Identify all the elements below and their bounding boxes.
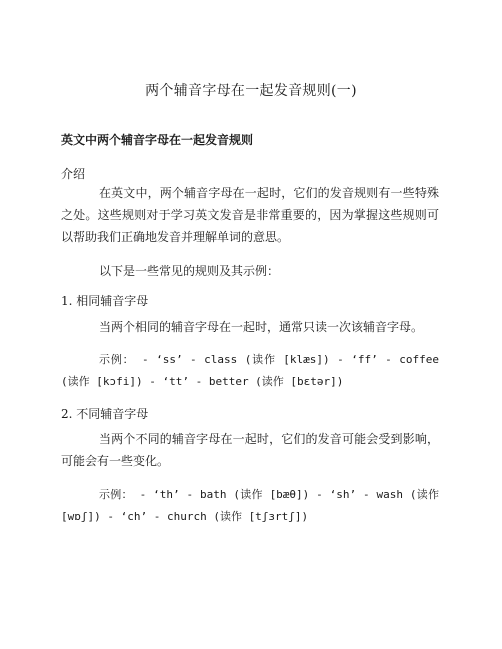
section-example-same: 示例： - ‘ss’ - class (读作 [klæs]) - ‘ff’ - coffee (读作 [kɔfi]) - ‘tt’ - better (读作 [bɛtər]) [61,353,439,388]
section-label-different: 2. 不同辅音字母 [61,407,149,421]
section-label-same: 1. 相同辅音字母 [61,294,149,308]
intro-paragraph: 在英文中，两个辅音字母在一起时，它们的发音规则有一些特殊之处。这些规则对于学习英文发音是非常重要的，因为掌握这些规则可以帮助我们正确地发音并理解单词的意思。 [61,186,439,244]
section-text-same: 当两个相同的辅音字母在一起时，通常只读一次该辅音字母。 [99,320,424,334]
examples-intro: 以下是一些常见的规则及其示例： [99,264,280,278]
section-example-different: 示例： - ‘th’ - bath (读作 [bæθ]) - ‘sh’ - wash (读作 [wɒʃ]) - ‘ch’ - church (读作 [tʃɜrtʃ]) [61,488,439,523]
section-heading: 英文中两个辅音字母在一起发音规则 [61,133,254,147]
intro-label: 介绍 [61,167,86,181]
section-text-different: 当两个不同的辅音字母在一起时，它们的发音可能会受到影响，可能会有一些变化。 [61,432,439,468]
document-title: 两个辅音字母在一起发音规则(一) [145,83,357,99]
